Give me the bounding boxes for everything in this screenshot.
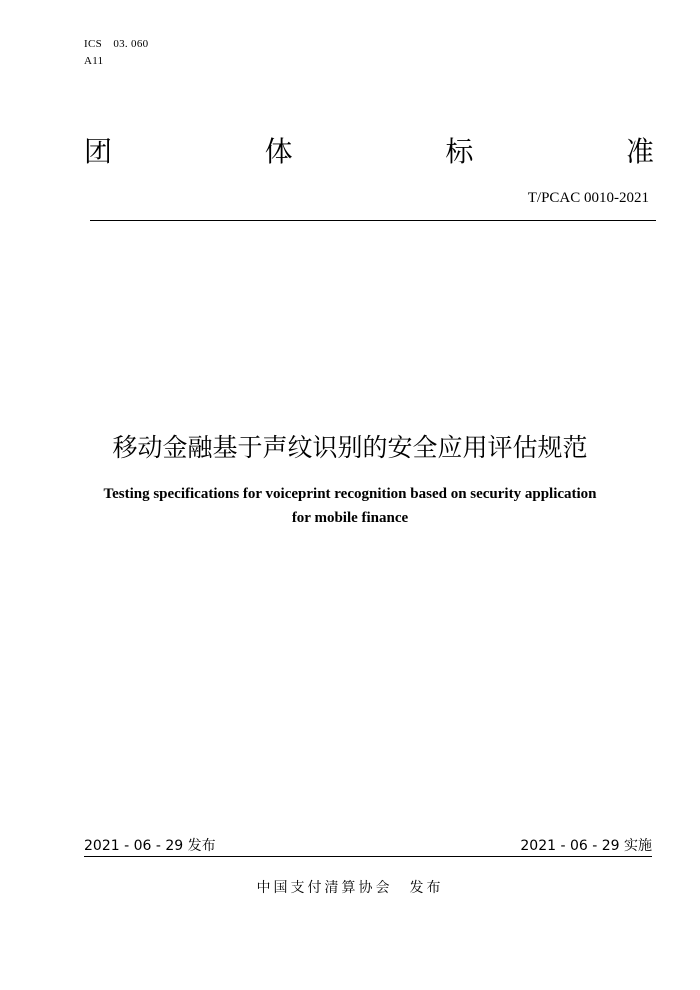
publisher: 中国支付清算协会 发布 bbox=[256, 880, 444, 896]
english-title bbox=[80, 482, 620, 530]
standard-type-char: 体 bbox=[264, 135, 293, 168]
header-divider bbox=[90, 220, 656, 221]
standard-type-char: 团 bbox=[84, 135, 113, 168]
classification-codes bbox=[84, 36, 148, 70]
standard-type-char: 准 bbox=[625, 135, 654, 168]
english-title-line: for mobile finance bbox=[291, 510, 409, 526]
standard-type-heading bbox=[84, 132, 654, 172]
standard-number: T/PCAC 0010-2021 bbox=[527, 190, 649, 206]
ics-code: ICS 03. 060 bbox=[84, 38, 149, 50]
standard-type-char: 标 bbox=[445, 135, 474, 168]
footer-divider bbox=[84, 856, 652, 857]
date-row bbox=[84, 836, 652, 856]
release-date: 2021 - 06 - 29 发布 bbox=[84, 838, 216, 854]
english-title-line: Testing specifications for voiceprint recognition based on security application bbox=[103, 486, 597, 502]
chinese-title: 移动金融基于声纹识别的安全应用评估规范 bbox=[112, 433, 588, 462]
ccs-code: A11 bbox=[84, 55, 104, 67]
implementation-date: 2021 - 06 - 29 实施 bbox=[520, 838, 652, 854]
